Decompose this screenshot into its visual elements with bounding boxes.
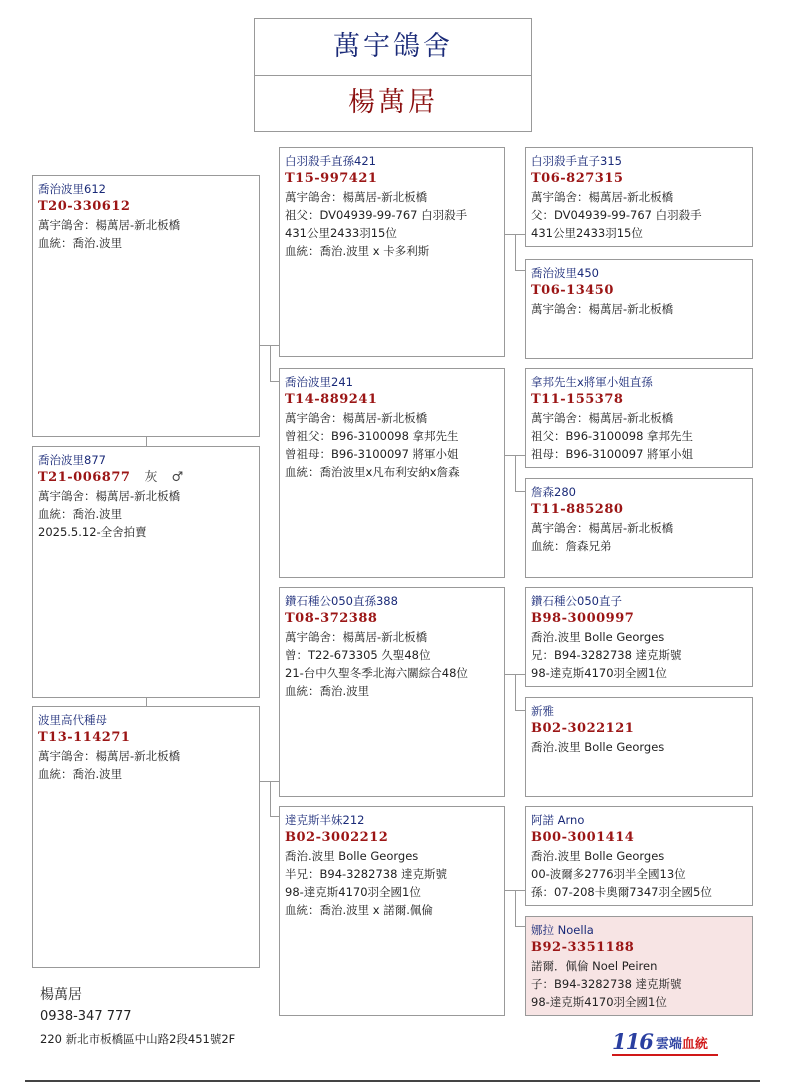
bird-name: 阿諾 Arno (531, 813, 585, 827)
ring-number-text: B00-3001414 (531, 830, 635, 845)
connector (515, 455, 516, 491)
bird-detail-line: 父：DV04939-99-767 白羽殺手 (531, 208, 702, 222)
dam-dam-dam-card (525, 916, 753, 1016)
bird-detail-line: 萬宇鴿舍：楊萬居-新北板橋 (38, 749, 181, 763)
bird-detail-line: 萬宇鴿舍：楊萬居-新北板橋 (531, 302, 674, 316)
sire-dam-dam-card (525, 478, 753, 578)
owner-name: 楊萬居 (40, 987, 82, 1003)
ring-number (531, 170, 747, 188)
bird-detail-line: 血統：詹森兄弟 (531, 539, 612, 553)
bird-detail-line: 00-波爾多2776羽半全國13位 (531, 867, 686, 881)
ring-number (285, 391, 499, 409)
bird-detail-line: 98-達克斯4170羽全國1位 (285, 885, 421, 899)
logo-underline (612, 1054, 718, 1056)
bird-detail-line: 諾爾．佩倫 Noel Peiren (531, 959, 658, 973)
bird-detail-line: 血統：喬治.波里 (38, 507, 123, 521)
bird-detail-line: 祖父：B96-3100098 拿邦先生 (531, 429, 694, 443)
sire-sire-sire-card (525, 147, 753, 247)
cloud-pedigree-logo (612, 1030, 708, 1054)
ring-number (38, 198, 254, 216)
bird-name: 新雅 (531, 704, 554, 718)
bird-detail-line: 血統：喬治波里x凡布利安納x詹森 (285, 465, 460, 479)
ring-number (531, 391, 747, 409)
bird-detail-line: 喬治.波里 Bolle Georges (531, 630, 665, 644)
dam-sire-dam-card (525, 697, 753, 797)
ring-number-text: T21-006877 (38, 470, 131, 485)
bird-name: 喬治波里877 (38, 453, 106, 467)
dam-card (32, 706, 260, 968)
logo-number: 116 (612, 1029, 653, 1054)
bird-detail-line: 萬宇鴿舍：楊萬居-新北板橋 (38, 218, 181, 232)
bird-detail-line: 祖父：DV04939-99-767 白羽殺手 (285, 208, 468, 222)
bird-name: 喬治波里612 (38, 182, 106, 196)
bird-name: 喬治波里241 (285, 375, 353, 389)
bird-detail-line: 431公里2433羽15位 (531, 226, 643, 240)
bird-detail-line: 子：B94-3282738 達克斯號 (531, 977, 682, 991)
bird-detail-line: 98-達克斯4170羽全國1位 (531, 666, 667, 680)
sire-dam-sire-card (525, 368, 753, 468)
dam-dam-card (279, 806, 505, 1016)
bird-detail-line: 萬宇鴿舍：楊萬居-新北板橋 (285, 411, 428, 425)
ring-number (38, 729, 254, 747)
logo-text-a: 雲端 (655, 1037, 682, 1052)
bird-name: 白羽殺手直孫421 (285, 154, 376, 168)
bird-detail-line: 曾：T22-673305 久聖48位 (285, 648, 431, 662)
bird-detail-line: 喬治.波里 Bolle Georges (531, 740, 665, 754)
bird-detail-line: 2025.5.12-全舍拍賣 (38, 525, 147, 539)
dam-sire-card (279, 587, 505, 797)
ring-number-text: T20-330612 (38, 199, 131, 214)
connector (515, 890, 516, 926)
bird-detail-line: 曾祖父：B96-3100098 拿邦先生 (285, 429, 459, 443)
ring-number-text: T14-889241 (285, 392, 378, 407)
owner-title: 楊萬居 (254, 74, 532, 132)
subject-card (32, 446, 260, 698)
ring-number-text: T08-372388 (285, 611, 378, 626)
color-sex-label: 灰 ♂ (144, 470, 184, 485)
bird-detail-line: 431公里2433羽15位 (285, 226, 397, 240)
bird-detail-line: 兄：B94-3282738 達克斯號 (531, 648, 682, 662)
bird-detail-line: 萬宇鴿舍：楊萬居-新北板橋 (38, 489, 181, 503)
bird-name: 喬治波里450 (531, 266, 599, 280)
sire-dam-card (279, 368, 505, 578)
bird-name: 鑽石種公050直子 (531, 594, 622, 608)
bird-detail-line: 萬宇鴿舍：楊萬居-新北板橋 (531, 190, 674, 204)
ring-number (38, 469, 254, 487)
bird-detail-line: 血統：喬治.波里 (38, 236, 123, 250)
bird-detail-line: 喬治.波里 Bolle Georges (531, 849, 665, 863)
sire-card (32, 175, 260, 437)
sire-sire-dam-card (525, 259, 753, 359)
owner-info (40, 984, 235, 1050)
ring-number (531, 720, 747, 738)
bird-detail-line: 98-達克斯4170羽全國1位 (531, 995, 667, 1009)
bird-detail-line: 半兄：B94-3282738 達克斯號 (285, 867, 448, 881)
bird-name: 白羽殺手直子315 (531, 154, 622, 168)
bird-detail-line: 萬宇鴿舍：楊萬居-新北板橋 (285, 630, 428, 644)
ring-number (531, 610, 747, 628)
ring-number (285, 170, 499, 188)
connector (270, 345, 271, 381)
ring-number-text: B98-3000997 (531, 611, 635, 626)
bird-name: 詹森280 (531, 485, 576, 499)
ring-number-text: T06-827315 (531, 171, 624, 186)
ring-number-text: B02-3022121 (531, 721, 635, 736)
bird-detail-line: 孫：07-208卡奧爾7347羽全國5位 (531, 885, 712, 899)
sire-sire-card (279, 147, 505, 357)
bottom-divider (25, 1080, 760, 1082)
ring-number-text: T13-114271 (38, 730, 131, 745)
ring-number (531, 829, 747, 847)
bird-detail-line: 血統：喬治.波里 x 卡多利斯 (285, 244, 430, 258)
bird-name: 娜拉 Noella (531, 923, 594, 937)
ring-number-text: T11-885280 (531, 502, 624, 517)
loft-title: 萬宇鴿舍 (254, 18, 532, 76)
bird-name: 拿邦先生x將軍小姐直孫 (531, 375, 653, 389)
ring-number-text: T06-13450 (531, 283, 614, 298)
connector (270, 781, 271, 816)
ring-number (531, 939, 747, 957)
bird-detail-line: 曾祖母：B96-3100097 將軍小姐 (285, 447, 459, 461)
bird-detail-line: 萬宇鴿舍：楊萬居-新北板橋 (285, 190, 428, 204)
ring-number (531, 501, 747, 519)
bird-detail-line: 萬宇鴿舍：楊萬居-新北板橋 (531, 411, 674, 425)
bird-name: 達克斯半妹212 (285, 813, 365, 827)
dam-sire-sire-card (525, 587, 753, 687)
ring-number (531, 282, 747, 300)
connector (515, 234, 516, 270)
bird-detail-line: 血統：喬治.波里 (285, 684, 370, 698)
bird-detail-line: 喬治.波里 Bolle Georges (285, 849, 419, 863)
bird-name: 鑽石種公050直孫388 (285, 594, 398, 608)
owner-phone: 0938-347 777 (40, 1009, 132, 1024)
owner-address: 220 新北市板橋區中山路2段451號2F (40, 1032, 236, 1046)
bird-detail-line: 血統：喬治.波里 x 諾爾.佩倫 (285, 903, 433, 917)
bird-detail-line: 祖母：B96-3100097 將軍小姐 (531, 447, 694, 461)
ring-number-text: B92-3351188 (531, 940, 635, 955)
logo-text-b: 血統 (681, 1037, 708, 1052)
ring-number-text: T11-155378 (531, 392, 624, 407)
connector (515, 674, 516, 710)
ring-number (285, 829, 499, 847)
ring-number-text: T15-997421 (285, 171, 378, 186)
dam-dam-sire-card (525, 806, 753, 906)
ring-number-text: B02-3002212 (285, 830, 389, 845)
bird-name: 波里高代種母 (38, 713, 107, 727)
bird-detail-line: 萬宇鴿舍：楊萬居-新北板橋 (531, 521, 674, 535)
bird-detail-line: 血統：喬治.波里 (38, 767, 123, 781)
bird-detail-line: 21-台中久聖冬季北海六關綜合48位 (285, 666, 468, 680)
ring-number (285, 610, 499, 628)
